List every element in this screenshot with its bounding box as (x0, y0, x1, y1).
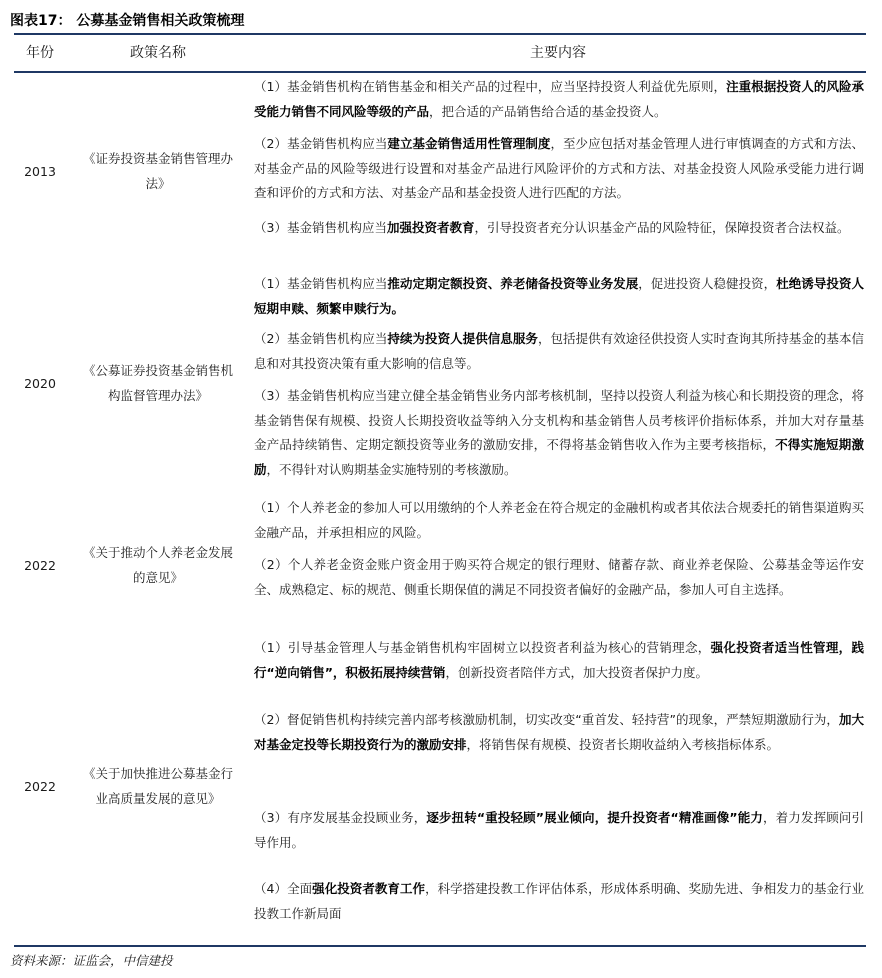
content-text: ，科学搭建投教工作评估体系，形成体系明确、奖励先进、争相发力的基金行业投教工作新局面 (254, 881, 864, 921)
header-main-content: 主要内容 (530, 45, 586, 61)
row-policy-name: 《证券投资基金销售管理办法》 (82, 151, 233, 191)
content-text: ，促进投资人稳健投资， (638, 276, 777, 291)
table-row (14, 272, 866, 494)
content-text: （2）基金销售机构应当 (254, 136, 388, 151)
content-text: （2）个人养老金资金账户资金用于购买符合规定的银行理财、储蓄存款、商业养老保险、公募基金等运作安全、成熟稳定、标的规范、侧重长期保值的满足不同投资者偏好的金融产品，参加人可自主选择。 (254, 557, 864, 597)
content-emphasis: 强化投资者教育工作 (312, 881, 426, 896)
content-item (254, 216, 864, 241)
content-item (254, 806, 864, 855)
content-emphasis: 逐步扭转“重投轻顾”展业倾向，提升投资者“精准画像”能力 (426, 810, 764, 825)
content-item (254, 553, 864, 602)
content-emphasis: 强化投资者适当性管理，践行“逆向销售”，积极拓展持续营销 (254, 640, 864, 680)
header-policy-name: 政策名称 (130, 45, 186, 61)
content-emphasis: 加大对基金定投等长期投资行为的激励安排 (254, 712, 864, 752)
content-emphasis: 杜绝诱导投资人短期申赎、频繁申赎行为。 (254, 276, 864, 316)
content-text: ，至少应包括对基金管理人进行审慎调查的方式和方法、对基金产品的风险等级进行设置和对基金产品进行风险评价的方式和方法、对基金投资人风险承受能力进行调查和评价的方式和方法、对基金产品和基金投资人进行匹配的方法。 (254, 136, 864, 201)
content-emphasis: 加强投资者教育 (386, 220, 475, 235)
source-note: 资料来源：证监会，中信建投 (10, 953, 173, 968)
content-item (254, 132, 864, 206)
table-header-rule (14, 71, 866, 73)
content-item (254, 708, 864, 757)
content-item (254, 75, 864, 124)
row-policy-name: 《公募证券投资基金销售机构监督管理办法》 (82, 363, 233, 403)
content-emphasis: 持续为投资人提供信息服务 (387, 331, 538, 346)
content-emphasis: 不得实施短期激励 (254, 437, 864, 477)
content-item (254, 272, 864, 321)
row-policy-name: 《关于加快推进公募基金行业高质量发展的意见》 (82, 766, 233, 806)
content-text: ，包括提供有效途径供投资人实时查询其所持基金的基本信息和对其投资决策有重大影响的信息等。 (254, 331, 864, 371)
row-year: 2013 (24, 163, 56, 179)
table-row (14, 75, 866, 267)
table-row (14, 636, 866, 936)
content-item (254, 636, 864, 685)
content-text: （2）督促销售机构持续完善内部考核激励机制，切实改变“重首发、轻持营”的现象，严禁短期激励行为， (254, 712, 839, 727)
content-text: （1）基金销售机构应当 (254, 276, 388, 291)
content-text: （2）基金销售机构应当 (254, 331, 388, 346)
content-item (254, 327, 864, 376)
table-bottom-rule (14, 945, 866, 947)
content-emphasis: 推动定期定额投资、养老储备投资等业务发展 (387, 276, 639, 291)
content-text: （1）基金销售机构在销售基金和相关产品的过程中，应当坚持投资人利益优先原则， (254, 79, 727, 94)
content-text: （1）引导基金管理人与基金销售机构牢固树立以投资者利益为核心的营销理念， (254, 640, 711, 655)
row-year: 2022 (24, 778, 56, 794)
content-text: ，不得针对认购期基金实施特别的考核激励。 (266, 461, 517, 477)
content-text: （3）基金销售机构应当 (254, 220, 387, 235)
content-item (254, 384, 864, 482)
content-text: ，创新投资者陪伴方式，加大投资者保护力度。 (445, 664, 708, 680)
row-policy-name: 《关于推动个人养老金发展的意见》 (82, 545, 233, 585)
content-text: ，把合适的产品销售给合适的基金投资人。 (429, 103, 667, 119)
figure-title: 图表17： 公募基金销售相关政策梳理 (10, 13, 245, 29)
content-text: ，引导投资者充分认识基金产品的风险特征，保障投资者合法权益。 (474, 220, 850, 235)
row-year: 2022 (24, 557, 56, 573)
header-year: 年份 (26, 45, 54, 61)
table-row (14, 496, 866, 634)
content-emphasis: 建立基金销售适用性管理制度 (387, 136, 551, 151)
row-year: 2020 (24, 375, 56, 391)
content-text: （3）有序发展基金投顾业务， (254, 810, 427, 825)
content-text: ，将销售保有规模、投资者长期收益纳入考核指标体系。 (466, 736, 780, 752)
content-emphasis: 注重根据投资人的风险承受能力销售不同风险等级的产品 (254, 79, 864, 119)
content-text: ，着力发挥顾问引导作用。 (254, 810, 864, 850)
content-item (254, 496, 864, 545)
content-text: （3）基金销售机构应当建立健全基金销售业务内部考核机制，坚持以投资人利益为核心和长期投资的理念，将基金销售保有规模、投资人长期投资收益等纳入分支机构和基金销售人员考核评价指标体系，并加大对存量基金产品持续销售、定期定额投资等业务的激励安排，不得将基金销售收入作为主要考核指标， (254, 388, 864, 453)
content-item (254, 877, 864, 926)
content-text: （1）个人养老金的参加人可以用缴纳的个人养老金在符合规定的金融机构或者其依法合规委托的销售渠道购买金融产品，并承担相应的风险。 (254, 500, 864, 540)
content-text: （4）全面 (254, 881, 313, 896)
